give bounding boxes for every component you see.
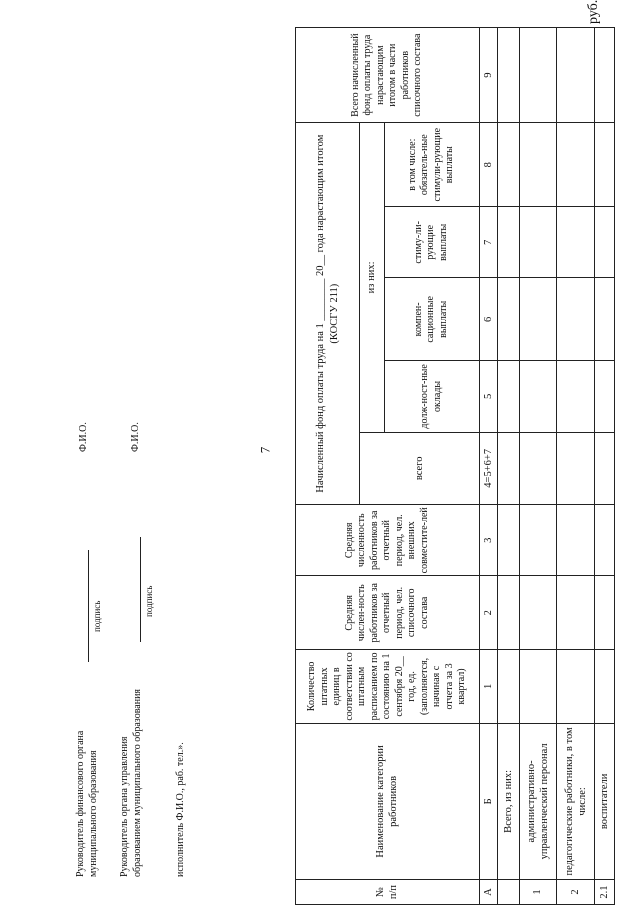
row-cell [557,576,595,650]
row-cell [595,576,615,650]
row-cell [595,28,615,123]
row-cell [595,432,615,505]
header-total: всего [360,432,480,505]
currency-label: руб. [586,0,601,24]
row-num: 1 [519,880,557,905]
row-num [497,880,519,905]
row-cell [557,432,595,505]
row-cell [595,361,615,432]
table-row [497,28,519,905]
index-cell: 6 [479,278,497,361]
signature-label: Руководитель органа управления образованием муниципального образования [119,688,143,877]
row-cell [557,28,595,123]
table-row [519,28,557,905]
row-cell [557,361,595,432]
row-name: педагогические работники, в том числе: [557,723,595,879]
row-cell [519,28,557,123]
row-cell [557,123,595,207]
index-cell: 3 [479,505,497,576]
row-cell [595,207,615,278]
signature-label: Руководитель финансового органа муниципального образования [75,730,99,877]
table-row [557,28,595,905]
signature-fio: Ф.И.О. [130,422,141,452]
index-cell: Б [479,723,497,879]
header-stimulating: стиму-ли-рующие выплаты [384,207,479,278]
index-cell: 9 [479,28,497,123]
row-cell [557,278,595,361]
row-cell [497,28,519,123]
header-list-total: Всего начисленный фонд оплаты труда нарастающим итогом в части работников списочного состава [296,28,480,123]
table-row [595,28,615,905]
header-staff-units: Количество штатных единиц в соответствии со штатным расписанием по состоянию на 1 сентября 20__ год, ед. (заполняется, начиная с отчета за 3 квартал) [296,650,480,724]
header-num: № п/п [296,880,480,905]
row-cell [519,650,557,724]
row-cell [497,278,519,361]
index-cell: 8 [479,123,497,207]
index-cell: 5 [479,361,497,432]
index-cell: 7 [479,207,497,278]
row-cell [519,432,557,505]
signature-fio: Ф.И.О. [78,422,89,452]
row-cell [497,650,519,724]
row-cell [497,207,519,278]
row-cell [497,505,519,576]
index-cell: А [479,880,497,905]
signature-caption: подпись [144,585,154,617]
index-row [479,28,497,905]
page-number: 7 [257,446,273,454]
row-cell [519,123,557,207]
row-cell [595,123,615,207]
signature-caption: подпись [92,600,102,632]
payroll-report-table [295,27,615,905]
row-cell [519,505,557,576]
header-category: Наименование категории работников [296,723,480,879]
row-cell [497,361,519,432]
header-incl-mandatory: в том числе: обязатель-ные стимули-рующие выплаты [384,123,479,207]
executor-label: исполнитель Ф.И.О., раб. тел.». [175,742,186,877]
signature-line [88,550,89,662]
header-fund-title: Начисленный фонд оплаты труда на 1 ________ 20__ года нарастающим итогом (КОСГУ 211) [296,123,360,505]
row-cell [497,123,519,207]
row-cell [497,576,519,650]
index-cell: 1 [479,650,497,724]
row-cell [595,278,615,361]
index-cell: 4=5+6+7 [479,432,497,505]
row-name: Всего, из них: [497,723,519,879]
row-cell [557,207,595,278]
rotated-content [0,27,639,905]
row-cell [519,576,557,650]
index-cell: 2 [479,576,497,650]
row-cell [595,505,615,576]
signature-line [140,537,141,642]
header-compensation: компен-сационные выплаты [384,278,479,361]
header-avg-list: Средняя числен-ность работников за отчетный период, чел. списочного состава [296,576,480,650]
row-cell [557,505,595,576]
header-avg-external: Средняя численность работников за отчетный период, чел. внешних совместите-лей [296,505,480,576]
row-cell [519,207,557,278]
row-cell [595,650,615,724]
header-salaries: долж-ност-ные оклады [384,361,479,432]
row-cell [497,432,519,505]
row-cell [557,650,595,724]
signature-block [74,377,274,877]
row-num: 2 [557,880,595,905]
row-name: воспитатели [595,723,615,879]
row-cell [519,278,557,361]
row-cell [519,361,557,432]
row-name: административно-управленческий персонал [519,723,557,879]
header-of-which: из них: [360,123,384,432]
row-num: 2.1 [595,880,615,905]
